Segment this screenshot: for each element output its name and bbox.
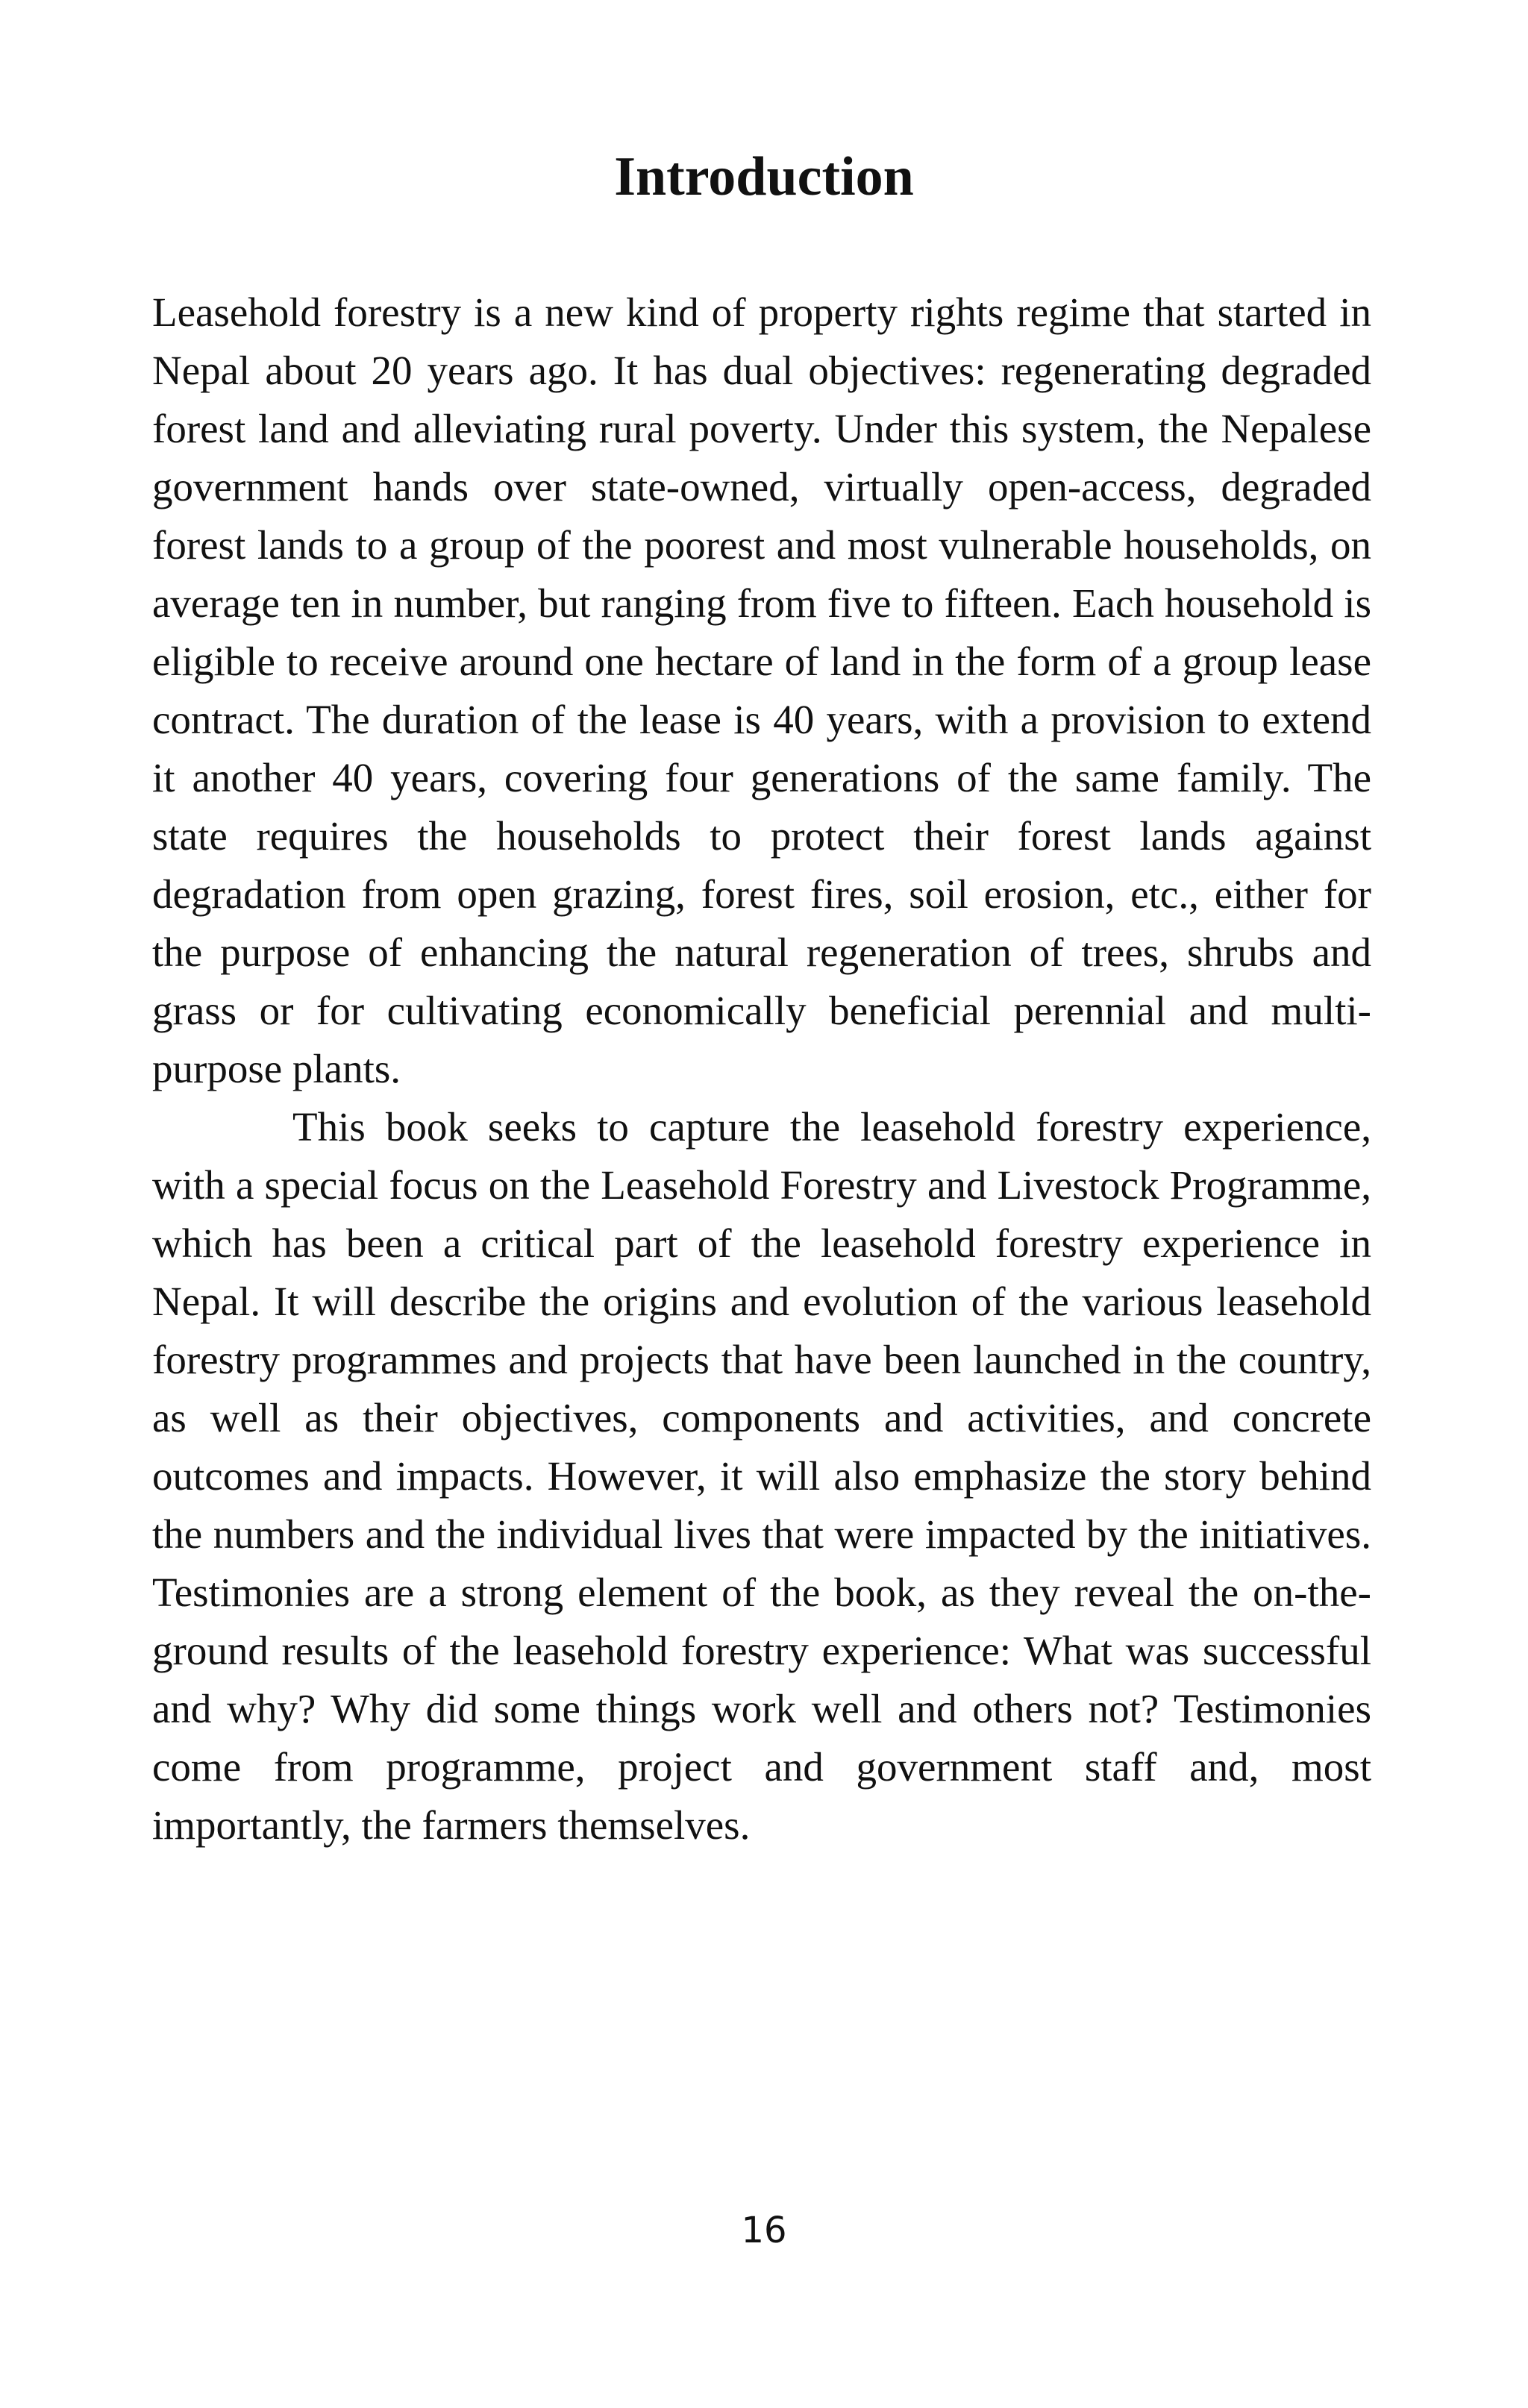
page-number: 16 — [741, 2210, 787, 2251]
body-text — [152, 283, 1371, 1854]
paragraph-book-scope: This book seeks to capture the leasehold forestry experience, with a special focus on the Leasehold Forestry and Livestock Programme, which has been a critical part of the leasehold forestry experience in Nepal. It will describe the origins and evolution of the various leasehold forestry programmes and projects that have been launched in the country, as well as their objectives, components and activities, and concrete outcomes and impacts. However, it will also emphasize the story behind the numbers and the individual lives that were impacted by the initiatives. Testimonies are a strong element of the book, as they reveal the on-the-ground results of the leasehold forestry experience: What was successful and why? Why did some things work well and others not? Testimonies come from programme, project and government staff and, most importantly, the farmers themselves. — [152, 1104, 1371, 1848]
paragraph-leasehold-definition: Leasehold forestry is a new kind of property rights regime that started in Nepal about 20 years ago. It has dual objectives: regenerating degraded forest land and alleviating rural poverty. Under this system, the Nepalese government hands over state-owned, virtually open-access, degraded forest lands to a group of the poorest and most vulnerable households, on average ten in number, but ranging from five to fifteen. Each household is eligible to receive around one hectare of land in the form of a group lease contract. The duration of the lease is 40 years, with a provision to extend it another 40 years, covering four generations of the same family. The state requires the households to protect their forest lands against degradation from open grazing, forest fires, soil erosion, etc., either for the purpose of enhancing the natural regeneration of trees, shrubs and grass or for cultivating economically beneficial perennial and multi-purpose plants. — [152, 289, 1371, 1091]
page-title: Introduction — [614, 146, 914, 207]
